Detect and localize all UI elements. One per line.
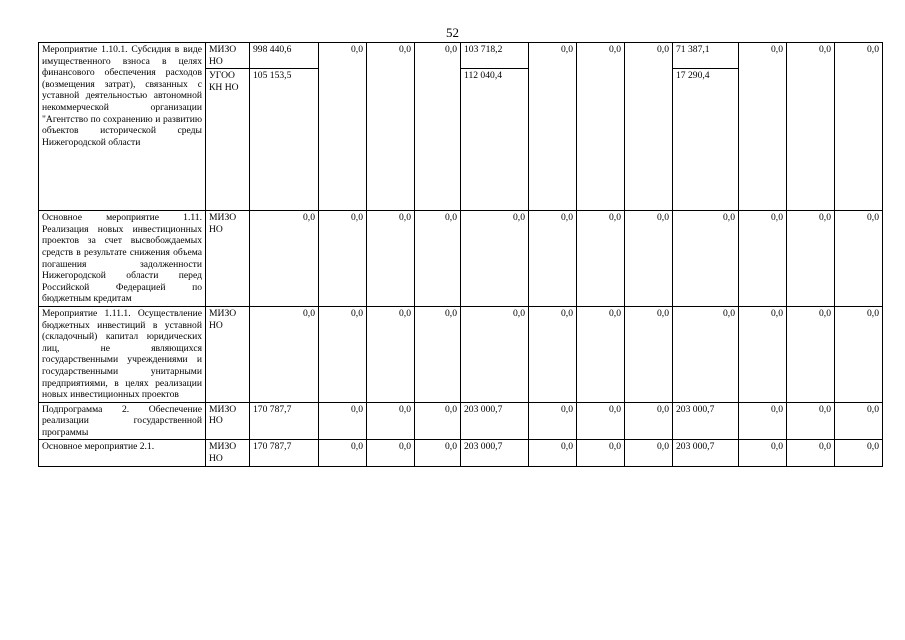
- value-cell: 0,0: [319, 440, 367, 466]
- value-cell: 0,0: [835, 43, 883, 211]
- value-cell: 0,0: [367, 43, 415, 211]
- value-cell: 0,0: [577, 211, 625, 307]
- value-cell: 0,0: [461, 211, 529, 307]
- row-description: Основное мероприятие 2.1.: [39, 440, 206, 466]
- value-cell: 0,0: [835, 211, 883, 307]
- row-description: Мероприятие 1.10.1. Субсидия в виде имущественного взноса в целях финансового обеспечения расходов (возмещения затрат), связанных с уставной деятельностью автономной некоммерческой организации "Агентство по сохранению и развитию объектов исторической среды Нижегородской области: [39, 43, 206, 211]
- value-cell: 0,0: [625, 402, 673, 440]
- value-cell: 0,0: [529, 306, 577, 402]
- value-cell: 0,0: [319, 306, 367, 402]
- value-cell: 0,0: [250, 306, 319, 402]
- value-cell: 0,0: [367, 402, 415, 440]
- executor-cell: МИЗО НО: [206, 211, 250, 307]
- value-cell: 71 387,1: [673, 43, 739, 69]
- value-cell: 0,0: [577, 440, 625, 466]
- value-cell: 0,0: [319, 43, 367, 211]
- budget-table: [38, 42, 883, 467]
- table-row: [39, 43, 883, 69]
- value-cell: 105 153,5: [250, 69, 319, 211]
- row-description: Подпрограмма 2. Обеспечение реализации государственной программы: [39, 402, 206, 440]
- value-cell: 0,0: [367, 211, 415, 307]
- value-cell: 0,0: [415, 402, 461, 440]
- value-cell: 0,0: [787, 402, 835, 440]
- value-cell: 0,0: [739, 211, 787, 307]
- value-cell: 0,0: [529, 440, 577, 466]
- value-cell: 0,0: [529, 402, 577, 440]
- value-cell: 203 000,7: [673, 402, 739, 440]
- value-cell: 203 000,7: [461, 402, 529, 440]
- value-cell: 170 787,7: [250, 440, 319, 466]
- value-cell: 0,0: [415, 43, 461, 211]
- value-cell: 0,0: [415, 211, 461, 307]
- value-cell: 0,0: [739, 306, 787, 402]
- table-row: [39, 402, 883, 440]
- value-cell: 170 787,7: [250, 402, 319, 440]
- value-cell: 0,0: [367, 440, 415, 466]
- value-cell: 0,0: [787, 211, 835, 307]
- value-cell: 0,0: [739, 440, 787, 466]
- value-cell: 0,0: [739, 402, 787, 440]
- value-cell: 112 040,4: [461, 69, 529, 211]
- row-description: Основное мероприятие 1.11. Реализация новых инвестиционных проектов за счет высвобождаемых средств в результате снижения объема погашения задолженности Нижегородской области перед Российской Федерацией по бюджетным кредитам: [39, 211, 206, 307]
- value-cell: 203 000,7: [673, 440, 739, 466]
- executor-cell: УГОО КН НО: [206, 69, 250, 211]
- value-cell: 0,0: [577, 306, 625, 402]
- value-cell: 0,0: [250, 211, 319, 307]
- table-row: [39, 306, 883, 402]
- value-cell: 0,0: [673, 306, 739, 402]
- value-cell: 0,0: [673, 211, 739, 307]
- value-cell: 0,0: [319, 211, 367, 307]
- value-cell: 0,0: [787, 306, 835, 402]
- value-cell: 0,0: [835, 306, 883, 402]
- value-cell: 0,0: [529, 211, 577, 307]
- value-cell: 103 718,2: [461, 43, 529, 69]
- value-cell: 203 000,7: [461, 440, 529, 466]
- value-cell: 0,0: [835, 402, 883, 440]
- value-cell: 0,0: [415, 306, 461, 402]
- value-cell: 0,0: [529, 43, 577, 211]
- value-cell: 0,0: [625, 211, 673, 307]
- value-cell: 0,0: [367, 306, 415, 402]
- executor-cell: МИЗО НО: [206, 402, 250, 440]
- value-cell: 17 290,4: [673, 69, 739, 211]
- executor-cell: МИЗО НО: [206, 306, 250, 402]
- value-cell: 0,0: [625, 440, 673, 466]
- value-cell: 0,0: [835, 440, 883, 466]
- row-description: Мероприятие 1.11.1. Осуществление бюджетных инвестиций в уставной (складочный) капитал юридических лиц, не являющихся государственными учреждениями и государственными унитарными предприятиями, в целях реализации новых инвестиционных проектов: [39, 306, 206, 402]
- table-row: [39, 211, 883, 307]
- value-cell: 0,0: [787, 440, 835, 466]
- table-row: [39, 440, 883, 466]
- value-cell: 0,0: [319, 402, 367, 440]
- value-cell: 0,0: [415, 440, 461, 466]
- value-cell: 0,0: [739, 43, 787, 211]
- executor-cell: МИЗО НО: [206, 440, 250, 466]
- page-number: 52: [446, 25, 459, 40]
- value-cell: 0,0: [625, 43, 673, 211]
- value-cell: 0,0: [461, 306, 529, 402]
- value-cell: 0,0: [625, 306, 673, 402]
- value-cell: 998 440,6: [250, 43, 319, 69]
- value-cell: 0,0: [577, 402, 625, 440]
- value-cell: 0,0: [577, 43, 625, 211]
- value-cell: 0,0: [787, 43, 835, 211]
- executor-cell: МИЗО НО: [206, 43, 250, 69]
